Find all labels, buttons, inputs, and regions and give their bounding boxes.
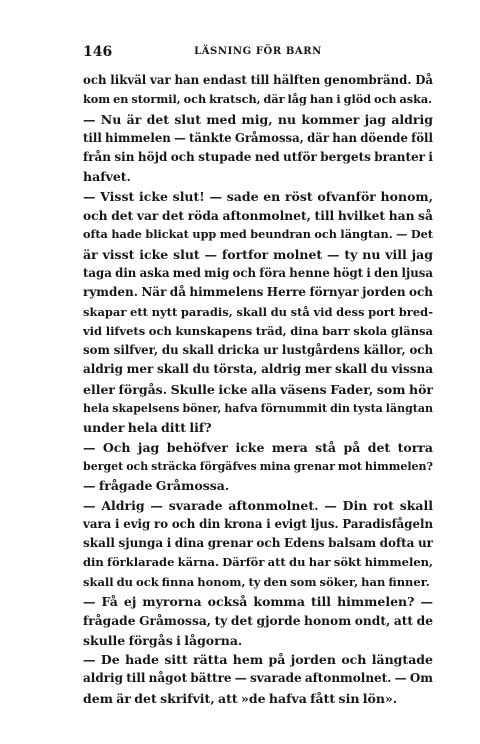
text-line: skapar ett nytt paradis, skall du stå vid dess port bred- bbox=[83, 304, 433, 319]
text-line: kom en stormil, och kratsch, där låg han i glöd och aska. bbox=[83, 92, 433, 107]
text-line: aldrig mer skall du törsta, aldrig mer skall du vissna bbox=[83, 362, 433, 377]
text-line: frågade Gråmossa, ty det gjorde honom ondt, att de bbox=[83, 613, 433, 629]
text-line: skall du ock finna honom, ty den som söker, han finner. bbox=[83, 574, 430, 589]
text-line: berget och sträcka förgäfves mina grenar mot himmelen? bbox=[83, 459, 433, 473]
text-line: och det var det röda aftonmolnet, till hvilket han så bbox=[83, 208, 433, 224]
text-line: hafvet. bbox=[83, 169, 131, 185]
text-line: din förklarade kärna. Därför att du har sökt himmelen, bbox=[83, 555, 433, 570]
text-line: taga din aska med mig och föra henne högt i den ljusa bbox=[83, 265, 433, 280]
text-line: hela skapelsens böner, hafva förnummit din tysta längtan bbox=[83, 402, 433, 416]
text-line: — De hade sitt rätta hem på jorden och längtade bbox=[83, 651, 433, 667]
text-line: — Visst icke slut! — sade en röst ofvanför honom, bbox=[83, 188, 433, 204]
text-line: som silfver, du skall dricka ur lustgårdens källor, och bbox=[83, 343, 433, 358]
text-line: skall sjunga i dina grenar och Edens balsam dofta ur bbox=[83, 536, 433, 551]
text-line: — Och jag behöfver icke mera stå på det torra bbox=[83, 439, 433, 455]
text-line: — Nu är det slut med mig, nu kommer jag aldrig bbox=[83, 111, 433, 127]
text-line: — Aldrig — svarade aftonmolnet. — Din rot skall bbox=[83, 497, 433, 513]
text-line: till himmelen — tänkte Gråmossa, där han döende föll bbox=[83, 130, 433, 145]
text-line: eller förgås. Skulle icke alla väsens Fader, som hör bbox=[83, 381, 433, 397]
text-line: dem är det skrifvit, att »de hafva fått sin lön». bbox=[83, 690, 398, 706]
text-line: från sin höjd och stupade ned utför bergets branter i bbox=[83, 150, 433, 165]
text-line: vara i evig ro och din krona i evigt ljus. Paradisfågeln bbox=[83, 516, 433, 531]
text-line: — Få ej myrorna också komma till himmelen? — bbox=[83, 594, 433, 610]
text-line: aldrig till något bättre — svarade aftonmolnet. — Om bbox=[83, 671, 433, 686]
text-line: vid lifvets och kunskapens träd, dina barr skola glänsa bbox=[83, 323, 433, 338]
text-line: — frågade Gråmossa. bbox=[83, 478, 230, 494]
running-title: LÄSNING FÖR BARN bbox=[194, 46, 322, 57]
page-number: 146 bbox=[83, 44, 113, 60]
text-line: ofta hade blickat upp med beundran och längtan. — Det bbox=[83, 227, 433, 242]
text-line: skulle förgås i lågorna. bbox=[83, 632, 243, 648]
text-line: rymden. När då himmelens Herre förnyar jorden och bbox=[83, 285, 433, 300]
body-text bbox=[83, 71, 433, 708]
text-line: under hela ditt lif? bbox=[83, 420, 212, 436]
text-line: och likväl var han endast till hälften genombränd. Då bbox=[83, 73, 433, 87]
page-header bbox=[83, 44, 433, 60]
text-line: är visst icke slut — fortfor molnet — ty nu vill jag bbox=[83, 246, 433, 262]
